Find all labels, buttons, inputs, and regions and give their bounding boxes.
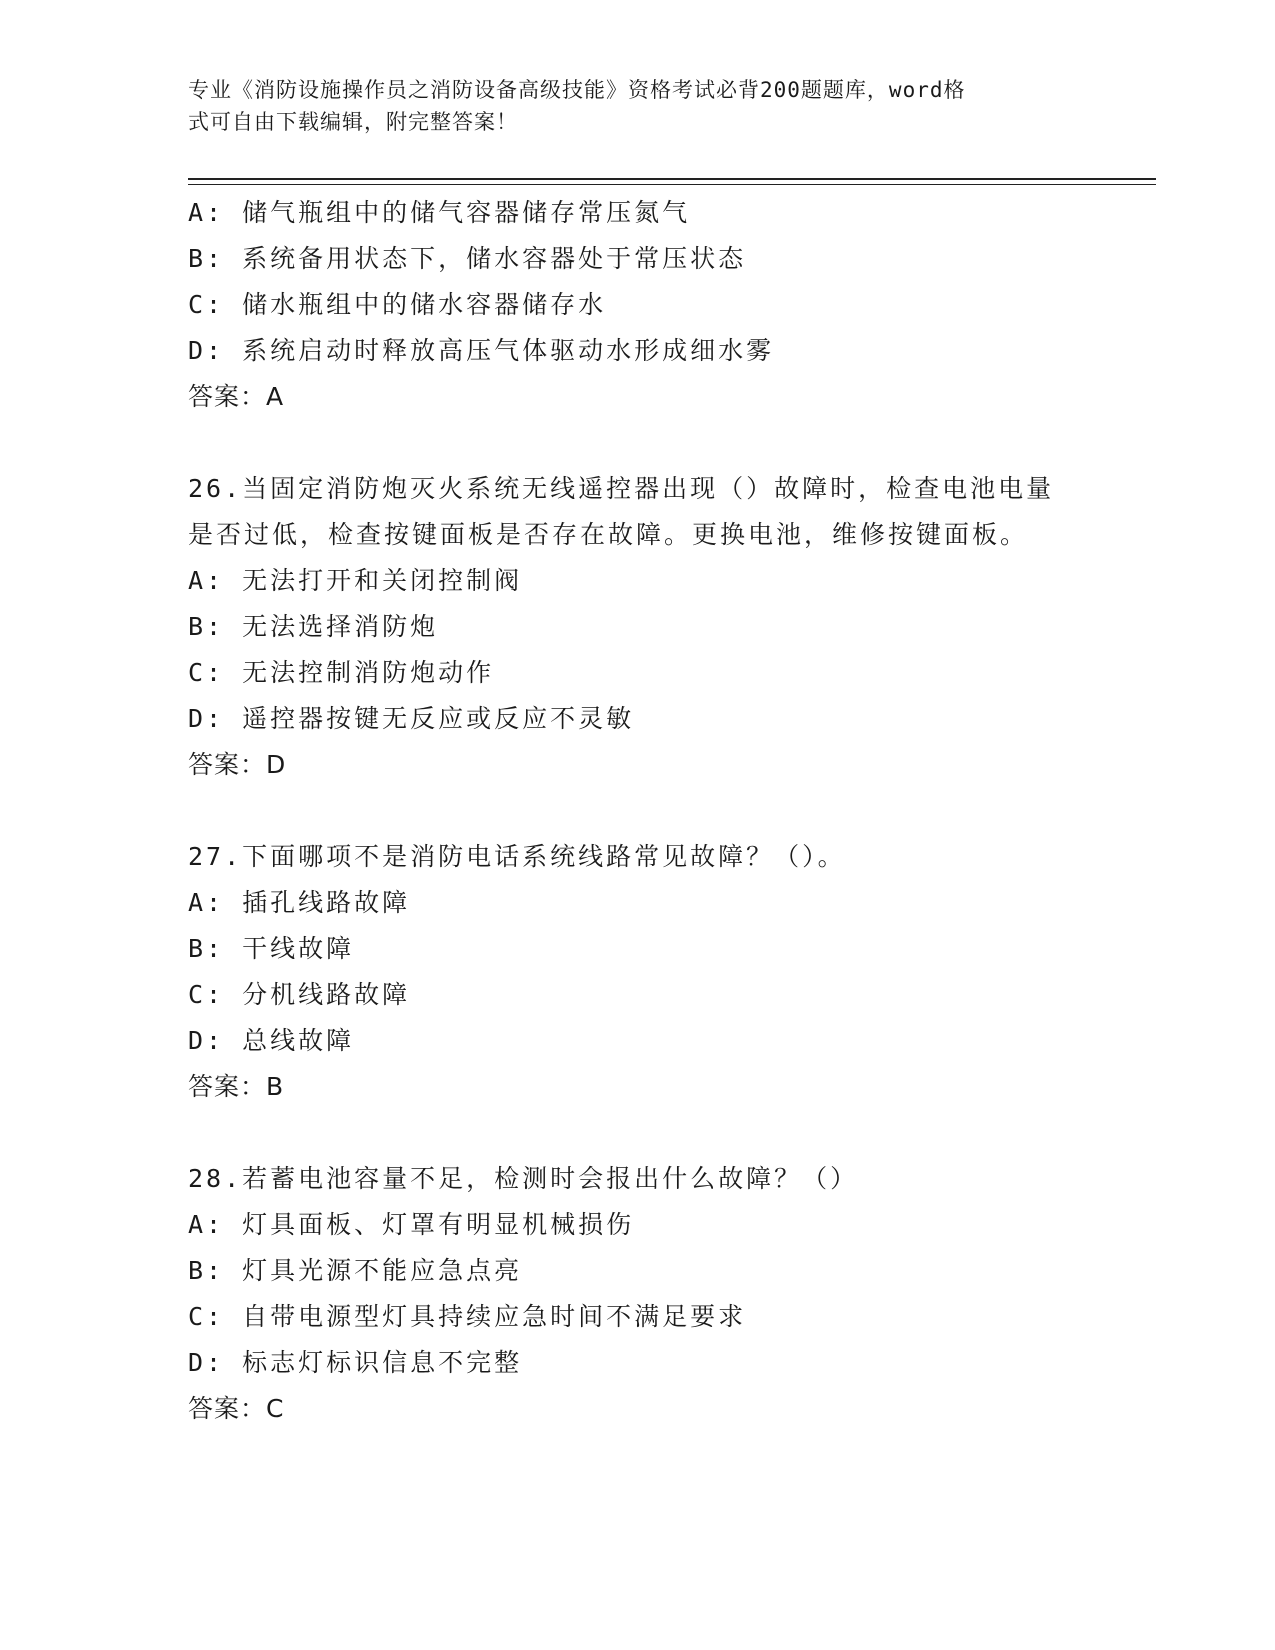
question-25 xyxy=(188,190,1088,420)
option-a: A: 灯具面板、灯罩有明显机械损伤 xyxy=(188,1210,635,1239)
option-c: C: 自带电源型灯具持续应急时间不满足要求 xyxy=(188,1302,747,1331)
answer-label: 答案：A xyxy=(188,382,285,411)
option-b: B: 干线故障 xyxy=(188,934,355,963)
header-rule-thin xyxy=(188,184,1156,185)
option-a: A: 插孔线路故障 xyxy=(188,888,411,917)
option-b: B: 无法选择消防炮 xyxy=(188,612,439,641)
question-title: 28.若蓄电池容量不足，检测时会报出什么故障？（） xyxy=(188,1164,859,1193)
option-a: A: 储气瓶组中的储气容器储存常压氮气 xyxy=(188,198,691,227)
question-27 xyxy=(188,834,1088,1110)
question-26 xyxy=(188,466,1088,788)
option-d: D: 系统启动时释放高压气体驱动水形成细水雾 xyxy=(188,336,775,365)
option-c: C: 无法控制消防炮动作 xyxy=(188,658,495,687)
header-rule-thick xyxy=(188,178,1156,180)
option-c: C: 储水瓶组中的储水容器储存水 xyxy=(188,290,607,319)
option-d: D: 遥控器按键无反应或反应不灵敏 xyxy=(188,704,635,733)
answer-label: 答案：B xyxy=(188,1072,285,1101)
document-header xyxy=(188,74,1068,138)
option-c: C: 分机线路故障 xyxy=(188,980,411,1009)
option-d: D: 标志灯标识信息不完整 xyxy=(188,1348,523,1377)
spacer xyxy=(188,420,1088,466)
option-b: B: 灯具光源不能应急点亮 xyxy=(188,1256,523,1285)
question-28 xyxy=(188,1156,1088,1432)
spacer xyxy=(188,788,1088,834)
header-line-2: 式可自由下载编辑，附完整答案！ xyxy=(188,110,518,134)
spacer xyxy=(188,1110,1088,1156)
option-b: B: 系统备用状态下，储水容器处于常压状态 xyxy=(188,244,747,273)
option-d: D: 总线故障 xyxy=(188,1026,355,1055)
answer-label: 答案：C xyxy=(188,1394,285,1423)
answer-label: 答案：D xyxy=(188,750,287,779)
question-title-line-1: 26.当固定消防炮灭火系统无线遥控器出现（）故障时，检查电池电量 xyxy=(188,474,1055,503)
question-title-line-2: 是否过低，检查按键面板是否存在故障。更换电池，维修按键面板。 xyxy=(188,520,1029,549)
header-line-1: 专业《消防设施操作员之消防设备高级技能》资格考试必背200题题库，word格 xyxy=(188,78,966,102)
option-a: A: 无法打开和关闭控制阀 xyxy=(188,566,523,595)
question-list xyxy=(188,190,1088,1432)
question-title: 27.下面哪项不是消防电话系统线路常见故障？（）。 xyxy=(188,842,846,871)
